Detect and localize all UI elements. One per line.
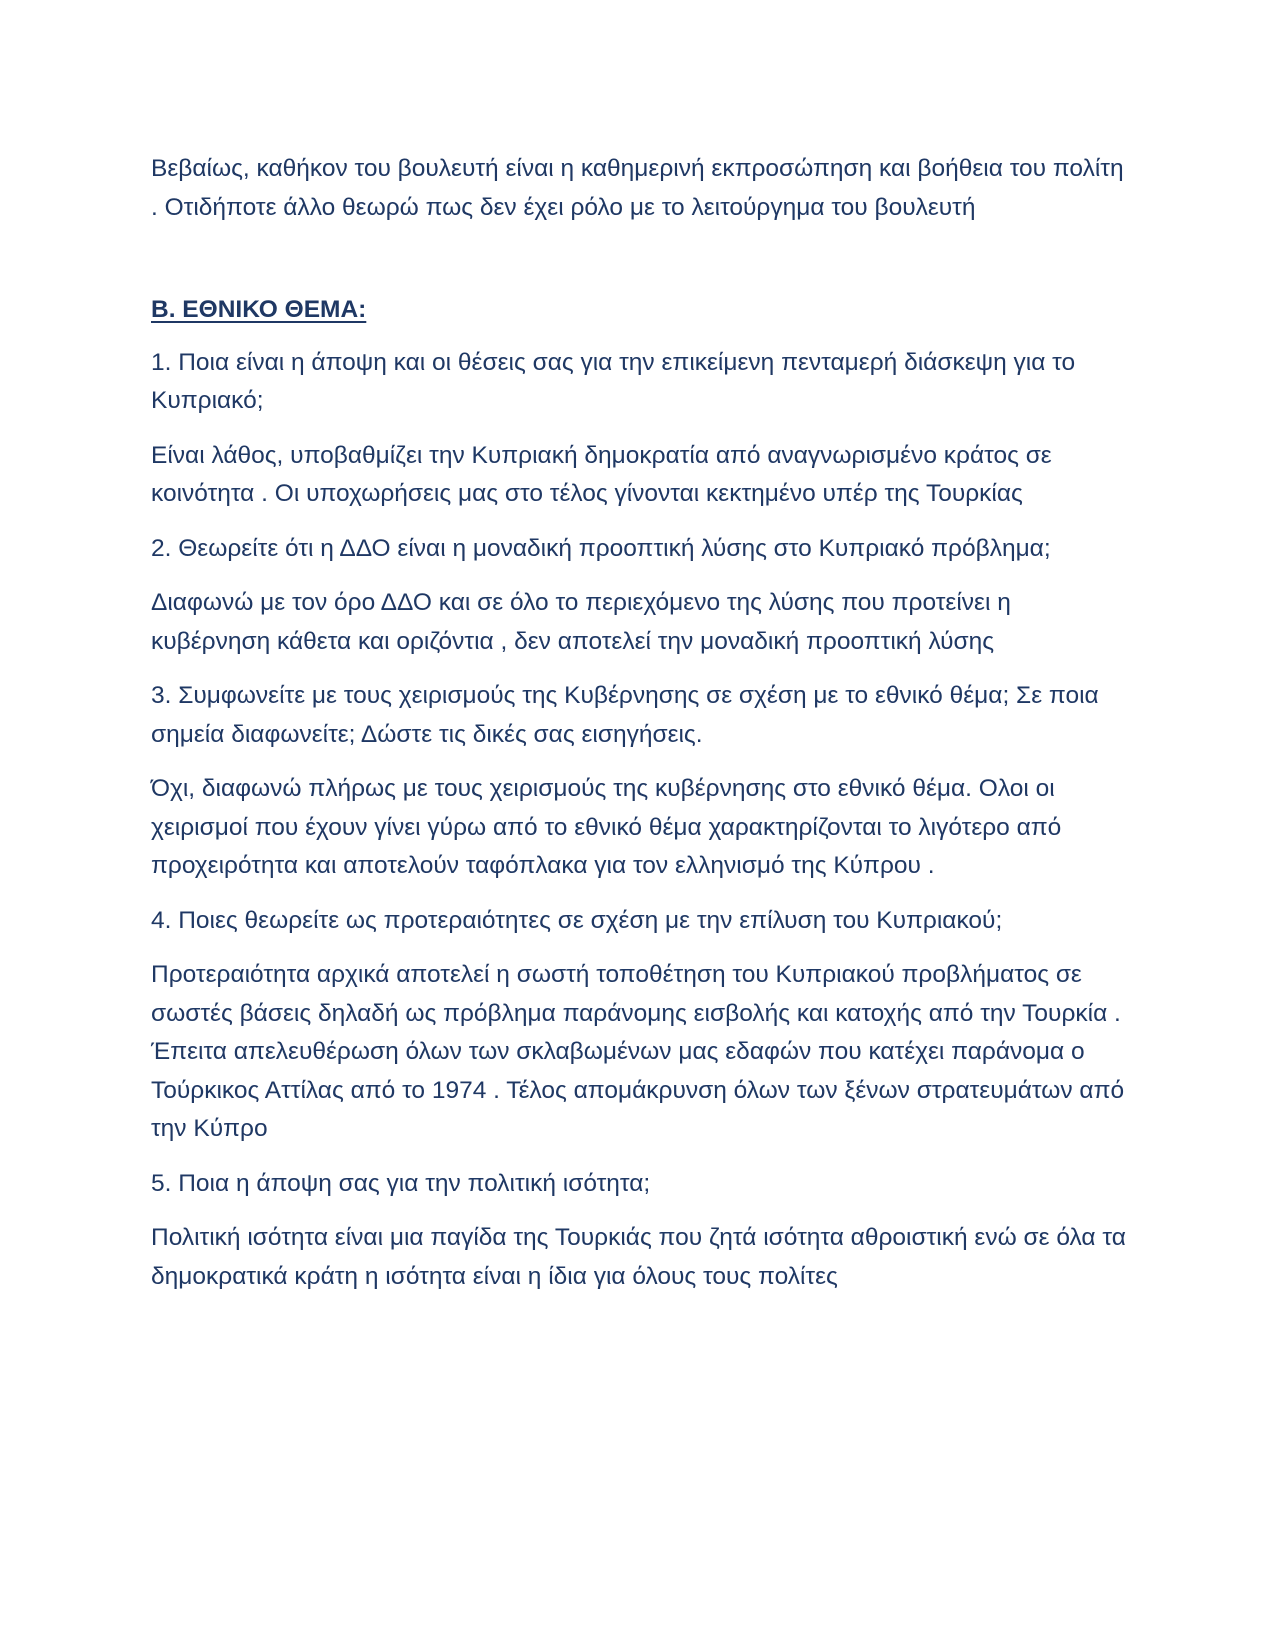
section-heading: Β. ΕΘΝΙΚΟ ΘΕΜΑ:	[151, 296, 367, 323]
question-3: 3. Συμφωνείτε με τους χειρισμούς της Κυβέρνησης σε σχέση με το εθνικό θέμα; Σε ποια σημεία διαφωνείτε; Δώστε τις δικές σας εισηγήσεις.	[151, 682, 1099, 748]
intro-paragraph: Βεβαίως, καθήκον του βουλευτή είναι η καθημερινή εκπροσώπηση και βοήθεια του πολίτη . Οτιδήποτε άλλο θεωρώ πως δεν έχει ρόλο με το λειτούργημα του βουλευτή	[151, 155, 1124, 221]
question-5: 5. Ποια η άποψη σας για την πολιτική ισότητα;	[151, 1169, 651, 1197]
answer-2: Διαφωνώ με τον όρο ΔΔΟ και σε όλο το περιεχόμενο της λύσης που προτείνει η κυβέρνηση κάθετα και οριζόντια , δεν αποτελεί την μοναδική προοπτική λύσης	[151, 589, 1011, 655]
question-4: 4. Ποιες θεωρείτε ως προτεραιότητες σε σχέση με την επίλυση του Κυπριακού;	[151, 906, 1003, 934]
question-1: 1. Ποια είναι η άποψη και οι θέσεις σας για την επικείμενη πενταμερή διάσκεψη για το Κυπριακό;	[151, 348, 1076, 414]
answer-4: Προτεραιότητα αρχικά αποτελεί η σωστή τοποθέτηση του Κυπριακού προβλήματος σε σωστές βάσεις δηλαδή ως πρόβλημα παράνομης εισβολής και κατοχής από την Τουρκία . Έπειτα απελευθέρωση όλων των σκλαβωμένων μας εδαφών που κατέχει παράνομα ο Τούρκικος Αττίλας από το 1974 . Τέλος απομάκρυνση όλων των ξένων στρατευμάτων από την Κύπρο	[151, 961, 1125, 1142]
question-2: 2. Θεωρείτε ότι η ΔΔΟ είναι η μοναδική προοπτική λύσης στο Κυπριακό πρόβλημα;	[151, 534, 1051, 562]
answer-1: Είναι λάθος, υποβαθμίζει την Κυπριακή δημοκρατία από αναγνωρισμένο κράτος σε κοινότητα . Οι υποχωρήσεις μας στο τέλος γίνονται κεκτημένο υπέρ της Τουρκίας	[151, 441, 1052, 507]
answer-3: Όχι, διαφωνώ πλήρως με τους χειρισμούς της κυβέρνησης στο εθνικό θέμα. Ολοι οι χειρισμοί που έχουν γίνει γύρω από το εθνικό θέμα χαρακτηρίζονται το λιγότερο από προχειρότητα και αποτελούν ταφόπλακα για τον ελληνισμό της Κύπρου .	[151, 775, 1062, 879]
answer-5: Πολιτική ισότητα είναι μια παγίδα της Τουρκιάς που ζητά ισότητα αθροιστική ενώ σε όλα τα δημοκρατικά κράτη η ισότητα είναι η ίδια για όλους τους πολίτες	[151, 1224, 1126, 1290]
document-body	[151, 150, 1131, 1296]
